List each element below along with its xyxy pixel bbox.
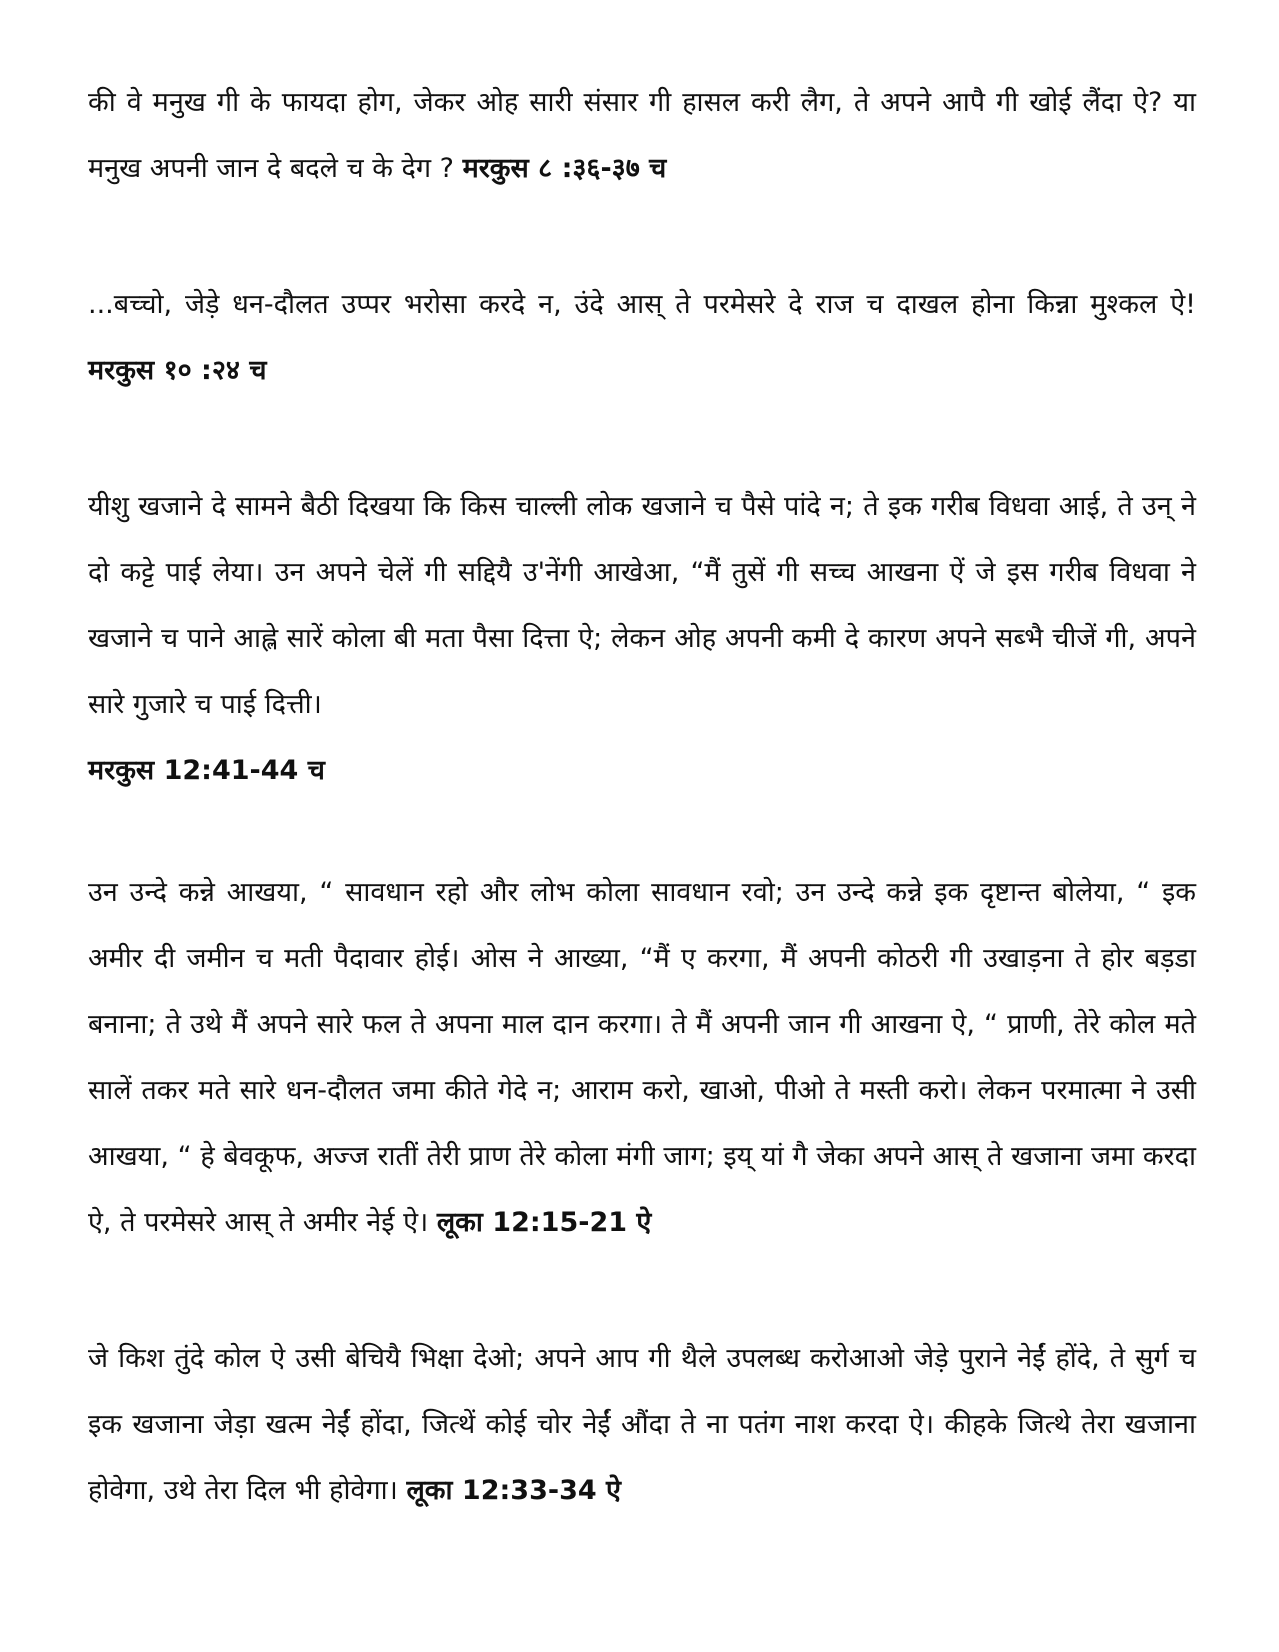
scripture-reference: लूका 12:15-21 ऐ xyxy=(436,1207,652,1238)
paragraph-text: जे किश तुंदे कोल ऐ उसी बेचियै भिक्षा देओ; अपने आप गी थैले उपलब्ध करोआओ जेड़े पुराने नेईं होंदे, ते सुर्ग च इक खजाना जेड़ा खत्म नेईं होंदा, जित्थें कोई चोर नेईं औंदा ते ना पतंग नाश करदा ऐ। कीहके जित्थे तेरा खजाना होवेगा, उथे तेरा दिल भी होवेगा। xyxy=(88,1343,1196,1506)
paragraph-text: की वे मनुख गी के फायदा होग, जेकर ओह सारी संसार गी हासल करी लैग, ते अपने आपै गी खोई लैंदा ऐ? या मनुख अपनी जान दे बदले च के देग ? xyxy=(88,87,1196,184)
paragraph-1 xyxy=(88,70,1196,202)
paragraph-2 xyxy=(88,272,1196,404)
scripture-reference: लूका 12:33-34 ऐ xyxy=(406,1475,621,1506)
paragraph-text: उन उन्दे कन्ने आखया, “ सावधान रहो और लोभ कोला सावधान रवो; उन उन्दे कन्ने इक दृष्टान्त बोलेया, “ इक अमीर दी जमीन च मती पैदावार होई। ओस ने आख्या, “मैं ए करगा, मैं अपनी कोठरी गी उखाड़ना ते होर बड़डा बनाना; ते उथे मैं अपने सारे फल ते अपना माल दान करगा। ते मैं अपनी जान गी आखना ऐ, “ प्राणी, तेरे कोल मते सालें तकर मते सारे धन-दौलत जमा कीते गेदे न; आराम करो, खाओ, पीओ ते मस्ती करो। लेकन परमात्मा ने उसी आखया, “ हे बेवकूफ, अज्ज रातीं तेरी प्राण तेरे कोला मंगी जाग; इय् यां गै जेका अपने आस् ते खजाना जमा करदा ऐ, ते परमेसरे आस् ते अमीर नेई ऐ। xyxy=(88,877,1196,1238)
paragraph-text: ...बच्चो, जेड़े धन-दौलत उप्पर भरोसा करदे न, उंदे आस् ते परमेसरे दे राज च दाखल होना किन्ना मुश्कल ऐ! xyxy=(88,289,1196,320)
paragraph-4 xyxy=(88,860,1196,1256)
scripture-reference: मरकुस १० :२४ च xyxy=(88,355,267,386)
document-page xyxy=(88,70,1196,1594)
paragraph-5 xyxy=(88,1326,1196,1524)
scripture-reference: मरकुस 12:41-44 च xyxy=(88,755,325,786)
paragraph-3 xyxy=(88,474,1196,804)
scripture-reference: मरकुस ८ :३६-३७ च xyxy=(462,153,667,184)
paragraph-text: यीशु खजाने दे सामने बैठी दिखया कि किस चाल्ली लोक खजाने च पैसे पांदे न; ते इक गरीब विधवा आई, ते उन् ने दो कट्टे पाई लेया। उन अपने चेलें गी सद्दियै उ'नेंगी आखेआ, “मैं तुसें गी सच्च आखना ऐं जे इस गरीब विधवा ने खजाने च पाने आह्ले सारें कोला बी मता पैसा दित्ता ऐ; लेकन ओह अपनी कमी दे कारण अपने सब्भै चीजें गी, अपने सारे गुजारे च पाई दित्ती। xyxy=(88,491,1196,720)
